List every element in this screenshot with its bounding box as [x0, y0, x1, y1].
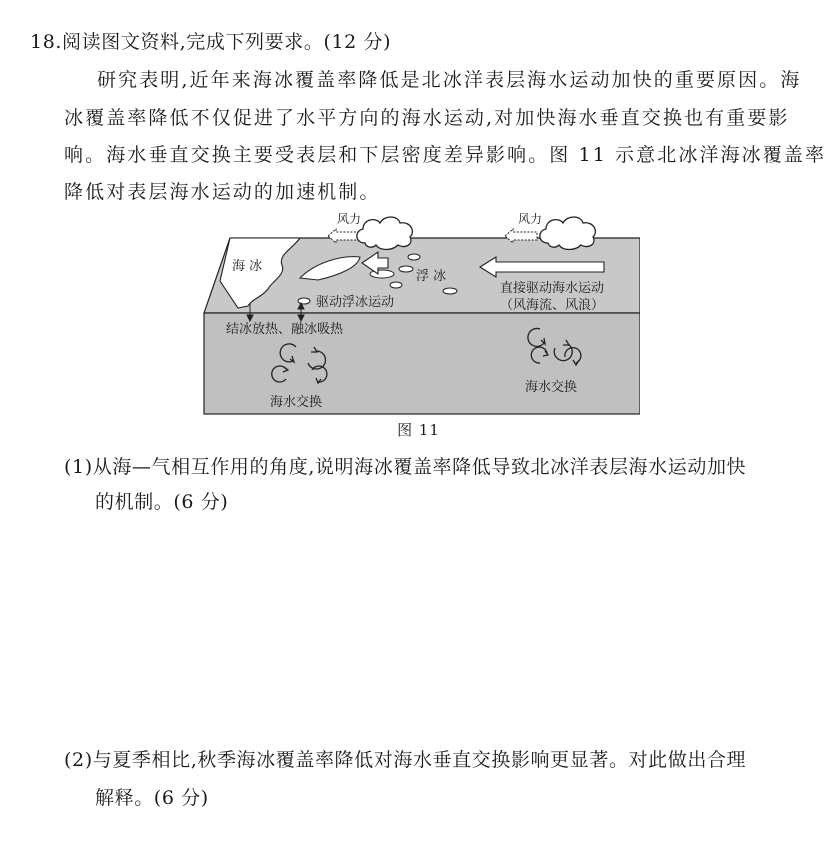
paragraph-line-4: 降低对表层海水运动的加速机制。 [64, 181, 381, 203]
drive-floating-ice-label: 驱动浮冰运动 [316, 295, 395, 310]
freeze-melt-label: 结冰放热、融冰吸热 [226, 322, 344, 337]
direct-drive-label-line1: 直接驱动海水运动 [500, 281, 605, 296]
paragraph-line-1: 研究表明,近年来海冰覆盖率降低是北冰洋表层海水运动加快的重要原因。海 [97, 69, 802, 91]
question-heading: 18.阅读图文资料,完成下列要求。(12 分) [30, 31, 392, 53]
wind-label-left: 风力 [337, 212, 362, 226]
cloud-icon-left [357, 217, 413, 250]
ocean-mechanism-diagram [200, 205, 640, 417]
sub-question-1-line1: (1)从海—气相互作用的角度,说明海冰覆盖率降低导致北冰洋表层海水运动加快 [64, 456, 747, 478]
floating-ice-piece [408, 254, 420, 260]
floating-ice-piece [390, 282, 402, 288]
paragraph-line-2: 冰覆盖率降低不仅促进了水平方向的海水运动,对加快海水垂直交换也有重要影 [64, 107, 790, 129]
paragraph-line-3: 响。海水垂直交换主要受表层和下层密度差异影响。图 11 示意北冰洋海冰覆盖率 [64, 144, 827, 166]
floating-ice-piece [298, 298, 310, 304]
sub-question-2-line1: (2)与夏季相比,秋季海冰覆盖率降低对海水垂直交换影响更显著。对此做出合理 [64, 749, 747, 771]
figure-caption: 图 11 [397, 421, 440, 439]
exchange-label-left: 海水交换 [270, 395, 323, 410]
cloud-icon-right [540, 217, 596, 250]
sub-question-1-line2: 的机制。(6 分) [95, 491, 229, 513]
floating-ice-label: 浮 冰 [416, 269, 447, 284]
direct-drive-label-line2: （风海流、风浪） [500, 298, 605, 313]
wind-label-right: 风力 [518, 212, 543, 226]
floating-ice-piece [399, 266, 413, 272]
exchange-label-right: 海水交换 [525, 380, 578, 395]
floating-ice-piece [443, 288, 457, 294]
sea-ice-label: 海 冰 [232, 259, 263, 274]
sub-question-2-line2: 解释。(6 分) [95, 787, 209, 809]
